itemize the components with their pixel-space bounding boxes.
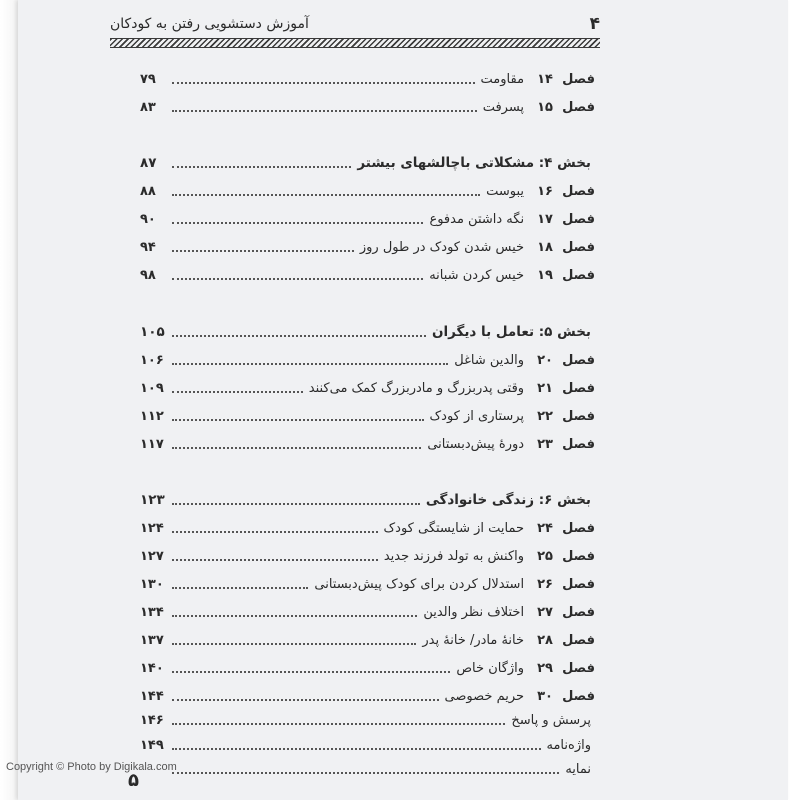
entry-title: وقتی پدربزرگ و مادربزرگ کمک می‌کنند: [308, 380, 525, 396]
chapter-number: ۲۳: [537, 436, 553, 452]
section-title: بخش ۶: زندگی خانوادگی: [425, 492, 591, 508]
entry-title: اختلاف نظر والدین: [423, 604, 525, 620]
dot-leader: [172, 447, 421, 449]
dot-leader: [172, 643, 416, 645]
dot-leader: [172, 222, 423, 224]
dot-leader: [172, 363, 448, 365]
dot-leader: [172, 278, 423, 280]
dot-leader: [172, 82, 475, 84]
chapter-label: فصل: [562, 380, 595, 396]
toc-row: [140, 376, 595, 400]
chapter-number: ۲۴: [537, 520, 553, 536]
toc-row: [140, 67, 595, 91]
chapter-number: ۱۹: [537, 267, 553, 283]
chapter-number: ۱۸: [537, 239, 553, 255]
entry-title: دورهٔ پیش‌دبستانی: [427, 436, 525, 452]
copyright-watermark: Copyright © Photo by Digikala.com: [6, 761, 177, 773]
chapter-label: فصل: [562, 408, 595, 424]
dot-leader: [172, 503, 420, 505]
page-number: ۱۲۷: [140, 548, 164, 564]
chapter-number: ۱۷: [537, 211, 553, 227]
toc-section-row: [140, 320, 595, 344]
page-number: ۱۰۶: [140, 352, 164, 368]
entry-title: خیس شدن کودک در طول روز: [359, 239, 525, 255]
dot-leader: [172, 419, 424, 421]
chapter-number: ۲۶: [537, 576, 553, 592]
entry-title: پرسش و پاسخ: [511, 712, 591, 728]
page-number: ۱۴۹: [140, 737, 164, 753]
toc-row: [140, 628, 595, 652]
entry-title: واژه‌نامه: [546, 737, 591, 753]
chapter-number: ۲۲: [537, 408, 553, 424]
toc-section-row: [140, 488, 595, 512]
entry-title: والدین شاغل: [454, 352, 525, 368]
chapter-label: فصل: [562, 239, 595, 255]
toc-row: [140, 348, 595, 372]
page-number: ۱۱۷: [140, 436, 164, 452]
toc-row: [140, 757, 595, 781]
dot-leader: [172, 250, 354, 252]
entry-title: استدلال کردن برای کودک پیش‌دبستانی: [314, 576, 525, 592]
dot-leader: [172, 615, 417, 617]
chapter-label: فصل: [562, 71, 595, 87]
chapter-label: فصل: [562, 436, 595, 452]
dot-leader: [172, 671, 450, 673]
footer-page-digit: ۵: [128, 770, 139, 791]
dot-leader: [172, 166, 351, 168]
chapter-number: ۱۴: [537, 71, 553, 87]
section-title: بخش ۴: مشکلاتی باچالشهای بیشتر: [357, 155, 591, 171]
page-number: ۱۲۴: [140, 520, 164, 536]
chapter-number: ۱۵: [537, 99, 553, 115]
toc-row: [140, 572, 595, 596]
page-number: ۸۷: [140, 155, 157, 171]
chapter-number: ۲۵: [537, 548, 553, 564]
chapter-number: ۲۷: [537, 604, 553, 620]
page-number: ۹۴: [140, 239, 156, 255]
page-number: ۱۴۰: [140, 660, 164, 676]
toc-row: [140, 263, 595, 287]
entry-title: واکنش به تولد فرزند جدید: [383, 548, 525, 564]
toc-row: [140, 235, 595, 259]
toc-row: [140, 544, 595, 568]
chapter-number: ۲۱: [537, 380, 553, 396]
page-number: ۱۳۷: [140, 632, 164, 648]
chapter-label: فصل: [562, 183, 595, 199]
chapter-label: فصل: [562, 99, 595, 115]
chapter-label: فصل: [562, 548, 595, 564]
dot-leader: [172, 110, 477, 112]
dot-leader: [172, 772, 559, 774]
toc-row: [140, 516, 595, 540]
page-number: ۱۰۵: [140, 324, 165, 340]
toc-row: [140, 432, 595, 456]
page-number: ۱۱۲: [140, 408, 164, 424]
dot-leader: [172, 559, 378, 561]
chapter-label: فصل: [562, 211, 595, 227]
chapter-label: فصل: [562, 520, 595, 536]
dot-leader: [172, 531, 378, 533]
toc-row: [140, 95, 595, 119]
page-number: ۹۰: [140, 211, 156, 227]
dot-leader: [172, 748, 541, 750]
toc-row: [140, 733, 595, 757]
chapter-label: فصل: [562, 688, 595, 704]
toc-row: [140, 600, 595, 624]
toc-row: [140, 656, 595, 680]
dot-leader: [172, 699, 439, 701]
entry-title: خیس کردن شبانه: [429, 267, 525, 283]
chapter-label: فصل: [562, 660, 595, 676]
page-number: ۱۳۰: [140, 576, 164, 592]
toc-section-row: [140, 151, 595, 175]
toc-row: [140, 684, 595, 708]
toc-row: [140, 404, 595, 428]
chapter-number: ۱۶: [537, 183, 553, 199]
entry-title: پرستاری از کودک: [429, 408, 525, 424]
entry-title: مقاومت: [480, 71, 525, 87]
page-number: ۱۴۴: [140, 688, 164, 704]
header-book-title: آموزش دستشویی رفتن به کودکان: [110, 16, 309, 32]
entry-title: نمایه: [565, 761, 591, 777]
chapter-number: ۳۰: [537, 688, 553, 704]
toc-row: [140, 708, 595, 732]
dot-leader: [172, 391, 303, 393]
chapter-number: ۲۰: [537, 352, 553, 368]
dot-leader: [172, 194, 480, 196]
chapter-label: فصل: [562, 632, 595, 648]
dot-leader: [172, 723, 505, 725]
entry-title: حریم خصوصی: [444, 688, 525, 704]
entry-title: نگه داشتن مدفوع: [429, 211, 525, 227]
dot-leader: [172, 335, 426, 337]
entry-title: خانهٔ مادر/ خانهٔ پدر: [422, 632, 525, 648]
toc-row: [140, 207, 595, 231]
page-number: ۷۹: [140, 71, 156, 87]
chapter-label: فصل: [562, 604, 595, 620]
page-number: ۸۸: [140, 183, 156, 199]
entry-title: حمایت از شایستگی کودک: [383, 520, 525, 536]
toc-row: [140, 179, 595, 203]
page-number: ۸۳: [140, 99, 156, 115]
entry-title: واژگان خاص: [456, 660, 525, 676]
entry-title: پسرفت: [482, 99, 525, 115]
chapter-label: فصل: [562, 576, 595, 592]
section-title: بخش ۵: تعامل با دیگران: [431, 324, 591, 340]
chapter-label: فصل: [562, 352, 595, 368]
dot-leader: [172, 587, 308, 589]
page-number: ۱۳۴: [140, 604, 164, 620]
chapter-number: ۲۸: [537, 632, 553, 648]
page-number: ۱۰۹: [140, 380, 164, 396]
header-page-number: ۴: [589, 14, 600, 34]
chapter-label: فصل: [562, 267, 595, 283]
page-number: ۹۸: [140, 267, 156, 283]
entry-title: یبوست: [486, 183, 525, 199]
page-number: ۱۲۳: [140, 492, 165, 508]
chapter-number: ۲۹: [537, 660, 553, 676]
page-number: ۱۴۶: [140, 712, 164, 728]
